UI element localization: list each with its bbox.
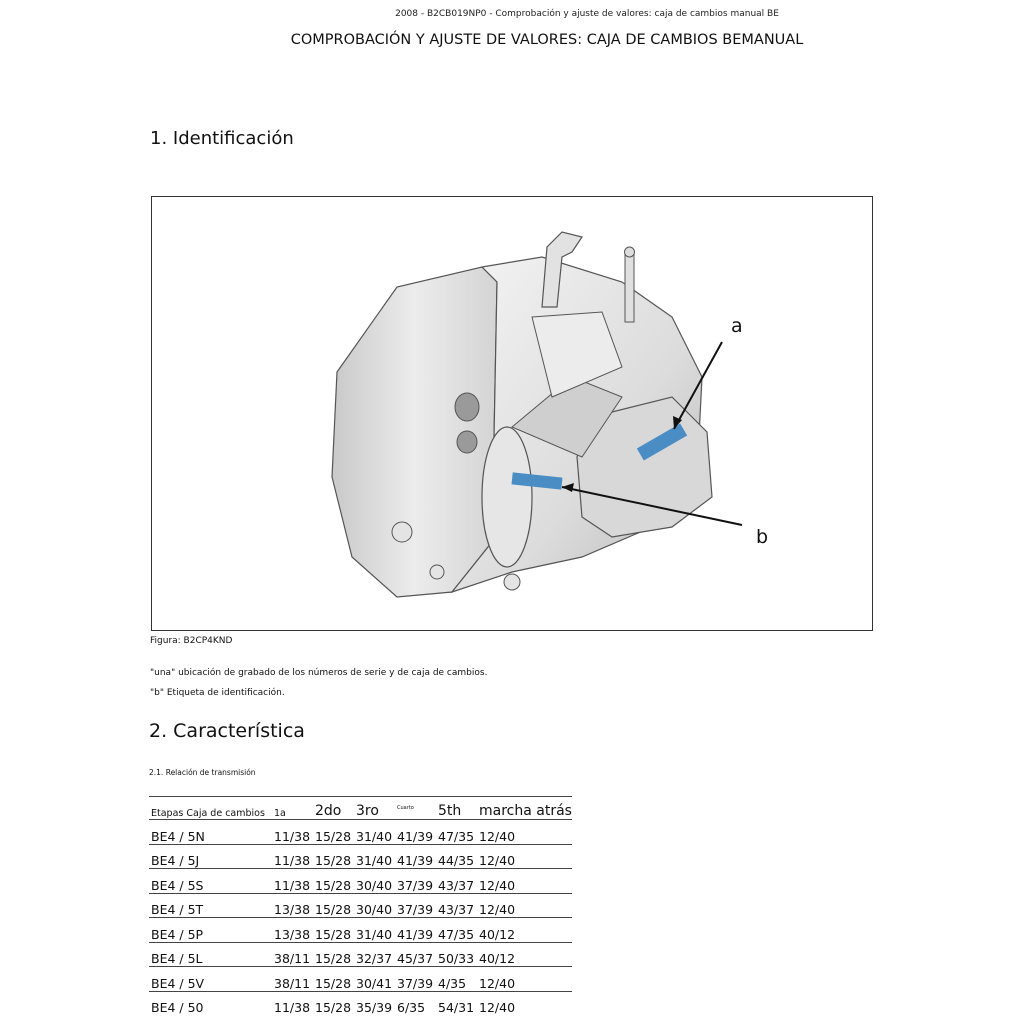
cell-gear-1: 38/11: [274, 942, 315, 967]
cell-gear-5: 50/33: [438, 942, 479, 967]
cell-gear-3: 32/37: [356, 942, 397, 967]
cell-gear-3: 31/40: [356, 918, 397, 943]
header-gear-5: 5th: [438, 797, 479, 820]
cell-gear-3: 30/40: [356, 893, 397, 918]
callout-a: a: [731, 315, 743, 337]
cell-type: BE4 / 5P: [149, 918, 274, 943]
cell-gear-2: 15/28: [315, 942, 356, 967]
cell-gear-1: 11/38: [274, 820, 315, 845]
cell-gear-5: 47/35: [438, 820, 479, 845]
cell-gear-5: 4/35: [438, 967, 479, 992]
cell-gear-2: 15/28: [315, 820, 356, 845]
cell-reverse: 12/40: [479, 893, 572, 918]
cell-type: BE4 / 5S: [149, 869, 274, 894]
cell-gear-2: 15/28: [315, 991, 356, 1015]
cell-gear-5: 43/37: [438, 869, 479, 894]
cell-gear-5: 54/31: [438, 991, 479, 1015]
cell-gear-2: 15/28: [315, 893, 356, 918]
cell-gear-4: 41/39: [397, 820, 438, 845]
cell-gear-2: 15/28: [315, 918, 356, 943]
note-b: "b" Etiqueta de identificación.: [150, 688, 285, 698]
cell-gear-1: 13/38: [274, 918, 315, 943]
cell-reverse: 12/40: [479, 844, 572, 869]
gearbox-figure: [151, 196, 873, 631]
header-gear-3: 3ro: [356, 797, 397, 820]
cell-gear-5: 43/37: [438, 893, 479, 918]
cell-gear-1: 38/11: [274, 967, 315, 992]
section-identification-heading: 1. Identificación: [150, 128, 294, 149]
cell-gear-3: 30/40: [356, 869, 397, 894]
cell-type: BE4 / 50: [149, 991, 274, 1015]
cell-gear-2: 15/28: [315, 869, 356, 894]
cell-gear-3: 35/39: [356, 991, 397, 1015]
header-reverse: marcha atrás: [479, 797, 572, 820]
cell-reverse: 40/12: [479, 918, 572, 943]
cell-gear-4: 37/39: [397, 967, 438, 992]
transmission-ratio-subheading: 2.1. Relación de transmisión: [149, 768, 256, 777]
cell-type: BE4 / 5L: [149, 942, 274, 967]
table-row: [149, 893, 572, 918]
table-header-row: [149, 797, 572, 820]
cell-gear-3: 30/41: [356, 967, 397, 992]
cell-gear-2: 15/28: [315, 967, 356, 992]
cell-gear-5: 44/35: [438, 844, 479, 869]
cell-gear-3: 31/40: [356, 820, 397, 845]
table-row: [149, 820, 572, 845]
cell-gear-4: 37/39: [397, 869, 438, 894]
cell-reverse: 12/40: [479, 991, 572, 1015]
cell-type: BE4 / 5J: [149, 844, 274, 869]
cell-gear-1: 11/38: [274, 991, 315, 1015]
cell-gear-1: 11/38: [274, 869, 315, 894]
cell-gear-4: 41/39: [397, 844, 438, 869]
header-gearbox-type: Etapas Caja de cambios: [149, 797, 274, 820]
cell-gear-4: 37/39: [397, 893, 438, 918]
table-row: [149, 844, 572, 869]
cell-gear-4: 45/37: [397, 942, 438, 967]
gearbox-illustration: [152, 197, 872, 630]
table-row: [149, 918, 572, 943]
figure-caption: Figura: B2CP4KND: [150, 636, 233, 646]
cell-reverse: 12/40: [479, 820, 572, 845]
section-characteristics-heading: 2. Característica: [149, 720, 305, 742]
cell-gear-1: 13/38: [274, 893, 315, 918]
cell-type: BE4 / 5V: [149, 967, 274, 992]
table-row: [149, 991, 572, 1015]
cell-gear-4: 41/39: [397, 918, 438, 943]
table-row: [149, 942, 572, 967]
document-title: COMPROBACIÓN Y AJUSTE DE VALORES: CAJA DE CAMBIOS BEMANUAL: [290, 32, 804, 48]
transmission-ratio-table: [149, 796, 572, 1015]
cell-reverse: 12/40: [479, 869, 572, 894]
table-body: [149, 820, 572, 1016]
note-a: "una" ubicación de grabado de los números de serie y de caja de cambios.: [150, 668, 488, 678]
header-gear-4: Cuarto: [397, 797, 438, 820]
table-row: [149, 869, 572, 894]
cell-reverse: 12/40: [479, 967, 572, 992]
document-header-reference: 2008 - B2CB019NP0 - Comprobación y ajuste de valores: caja de cambios manual BE: [395, 9, 779, 19]
callout-b: b: [756, 526, 769, 548]
cell-type: BE4 / 5T: [149, 893, 274, 918]
cell-gear-3: 31/40: [356, 844, 397, 869]
header-gear-2: 2do: [315, 797, 356, 820]
cell-type: BE4 / 5N: [149, 820, 274, 845]
header-gear-1: 1a: [274, 797, 315, 820]
table-row: [149, 967, 572, 992]
cell-gear-5: 47/35: [438, 918, 479, 943]
cell-gear-4: 6/35: [397, 991, 438, 1015]
cell-reverse: 40/12: [479, 942, 572, 967]
cell-gear-2: 15/28: [315, 844, 356, 869]
cell-gear-1: 11/38: [274, 844, 315, 869]
